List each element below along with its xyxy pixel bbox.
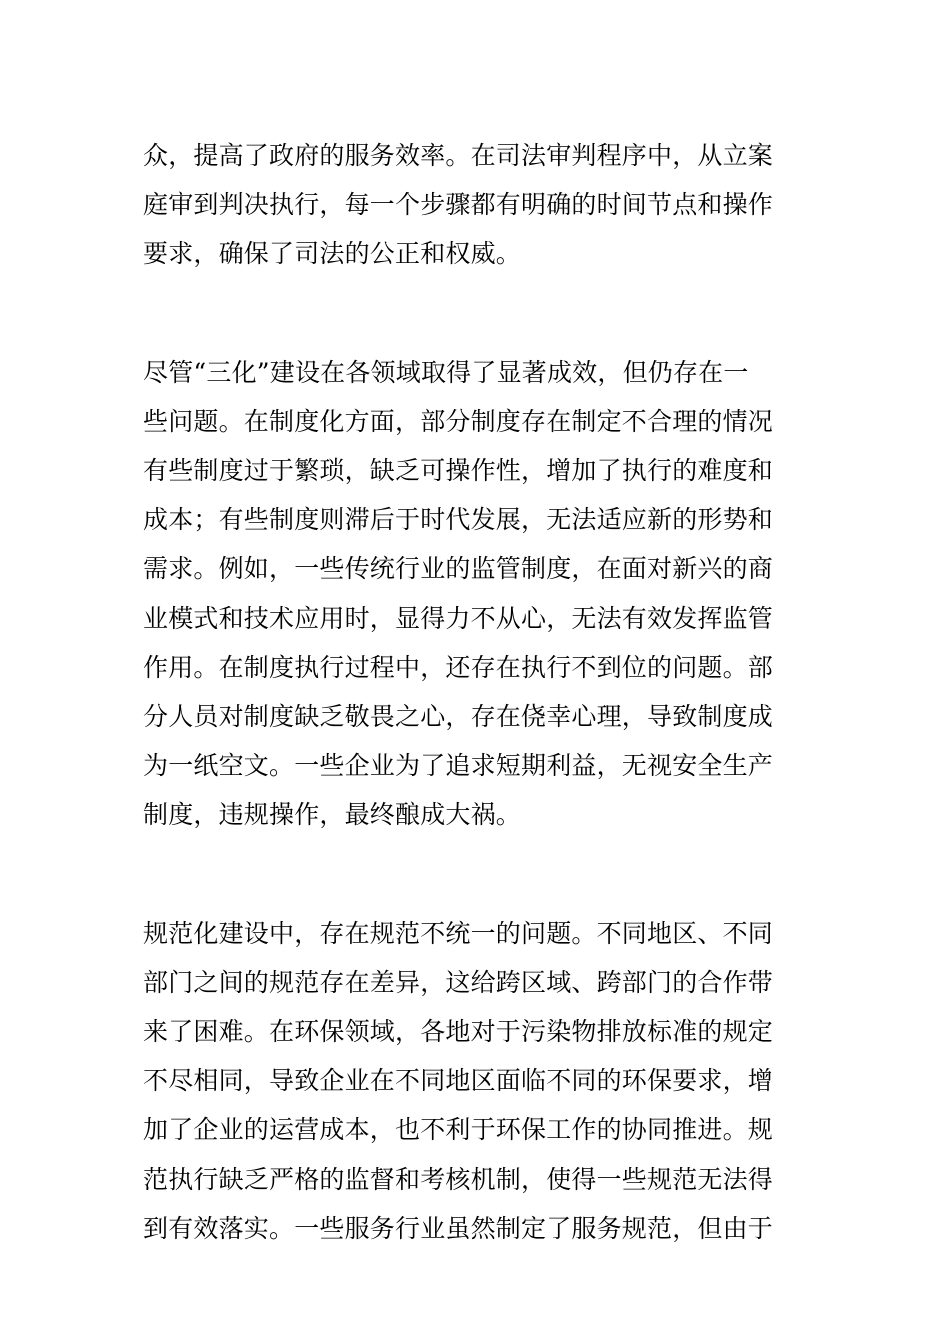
- text-line: 部门之间的规范存在差异，这给跨区域、跨部门的合作带: [143, 967, 774, 997]
- text-line: 需求。例如，一些传统行业的监管制度，在面对新兴的商: [143, 554, 774, 584]
- paragraph-spacer: [143, 840, 808, 909]
- text-line: 制度，违规操作，最终酿成大祸。: [143, 800, 522, 830]
- text-line: 要求，确保了司法的公正和权威。: [143, 239, 522, 269]
- document-page: [143, 131, 808, 1253]
- text-line: 范执行缺乏严格的监督和考核机制，使得一些规范无法得: [143, 1164, 774, 1194]
- text-line: 作用。在制度执行过程中，还存在执行不到位的问题。部: [143, 652, 774, 682]
- text-line: 到有效落实。一些服务行业虽然制定了服务规范，但由于: [143, 1213, 774, 1243]
- text-line: 来了困难。在环保领域，各地对于污染物排放标准的规定: [143, 1017, 774, 1047]
- paragraph-spacer: [143, 279, 808, 348]
- paragraph-1: [143, 131, 808, 279]
- text-line: 庭审到判决执行，每一个步骤都有明确的时间节点和操作: [143, 190, 774, 220]
- text-line: 规范化建设中，存在规范不统一的问题。不同地区、不同: [143, 918, 774, 948]
- text-line: 有些制度过于繁琐，缺乏可操作性，增加了执行的难度和: [143, 456, 774, 486]
- text-line: 为一纸空文。一些企业为了追求短期利益，无视安全生产: [143, 751, 774, 781]
- text-line: 分人员对制度缺乏敬畏之心，存在侥幸心理，导致制度成: [143, 702, 774, 732]
- text-line: 成本；有些制度则滞后于时代发展，无法适应新的形势和: [143, 505, 774, 535]
- text-line: 些问题。在制度化方面，部分制度存在制定不合理的情况: [143, 406, 774, 436]
- text-line: 加了企业的运营成本，也不利于环保工作的协同推进。规: [143, 1115, 774, 1145]
- paragraph-2: [143, 348, 808, 840]
- text-line: 业模式和技术应用时，显得力不从心，无法有效发挥监管: [143, 603, 774, 633]
- text-line: 众，提高了政府的服务效率。在司法审判程序中，从立案: [143, 141, 774, 170]
- text-line: 尽管“三化”建设在各领域取得了显著成效，但仍存在一: [143, 357, 749, 387]
- text-line: 不尽相同，导致企业在不同地区面临不同的环保要求，增: [143, 1066, 774, 1096]
- paragraph-3: [143, 909, 808, 1253]
